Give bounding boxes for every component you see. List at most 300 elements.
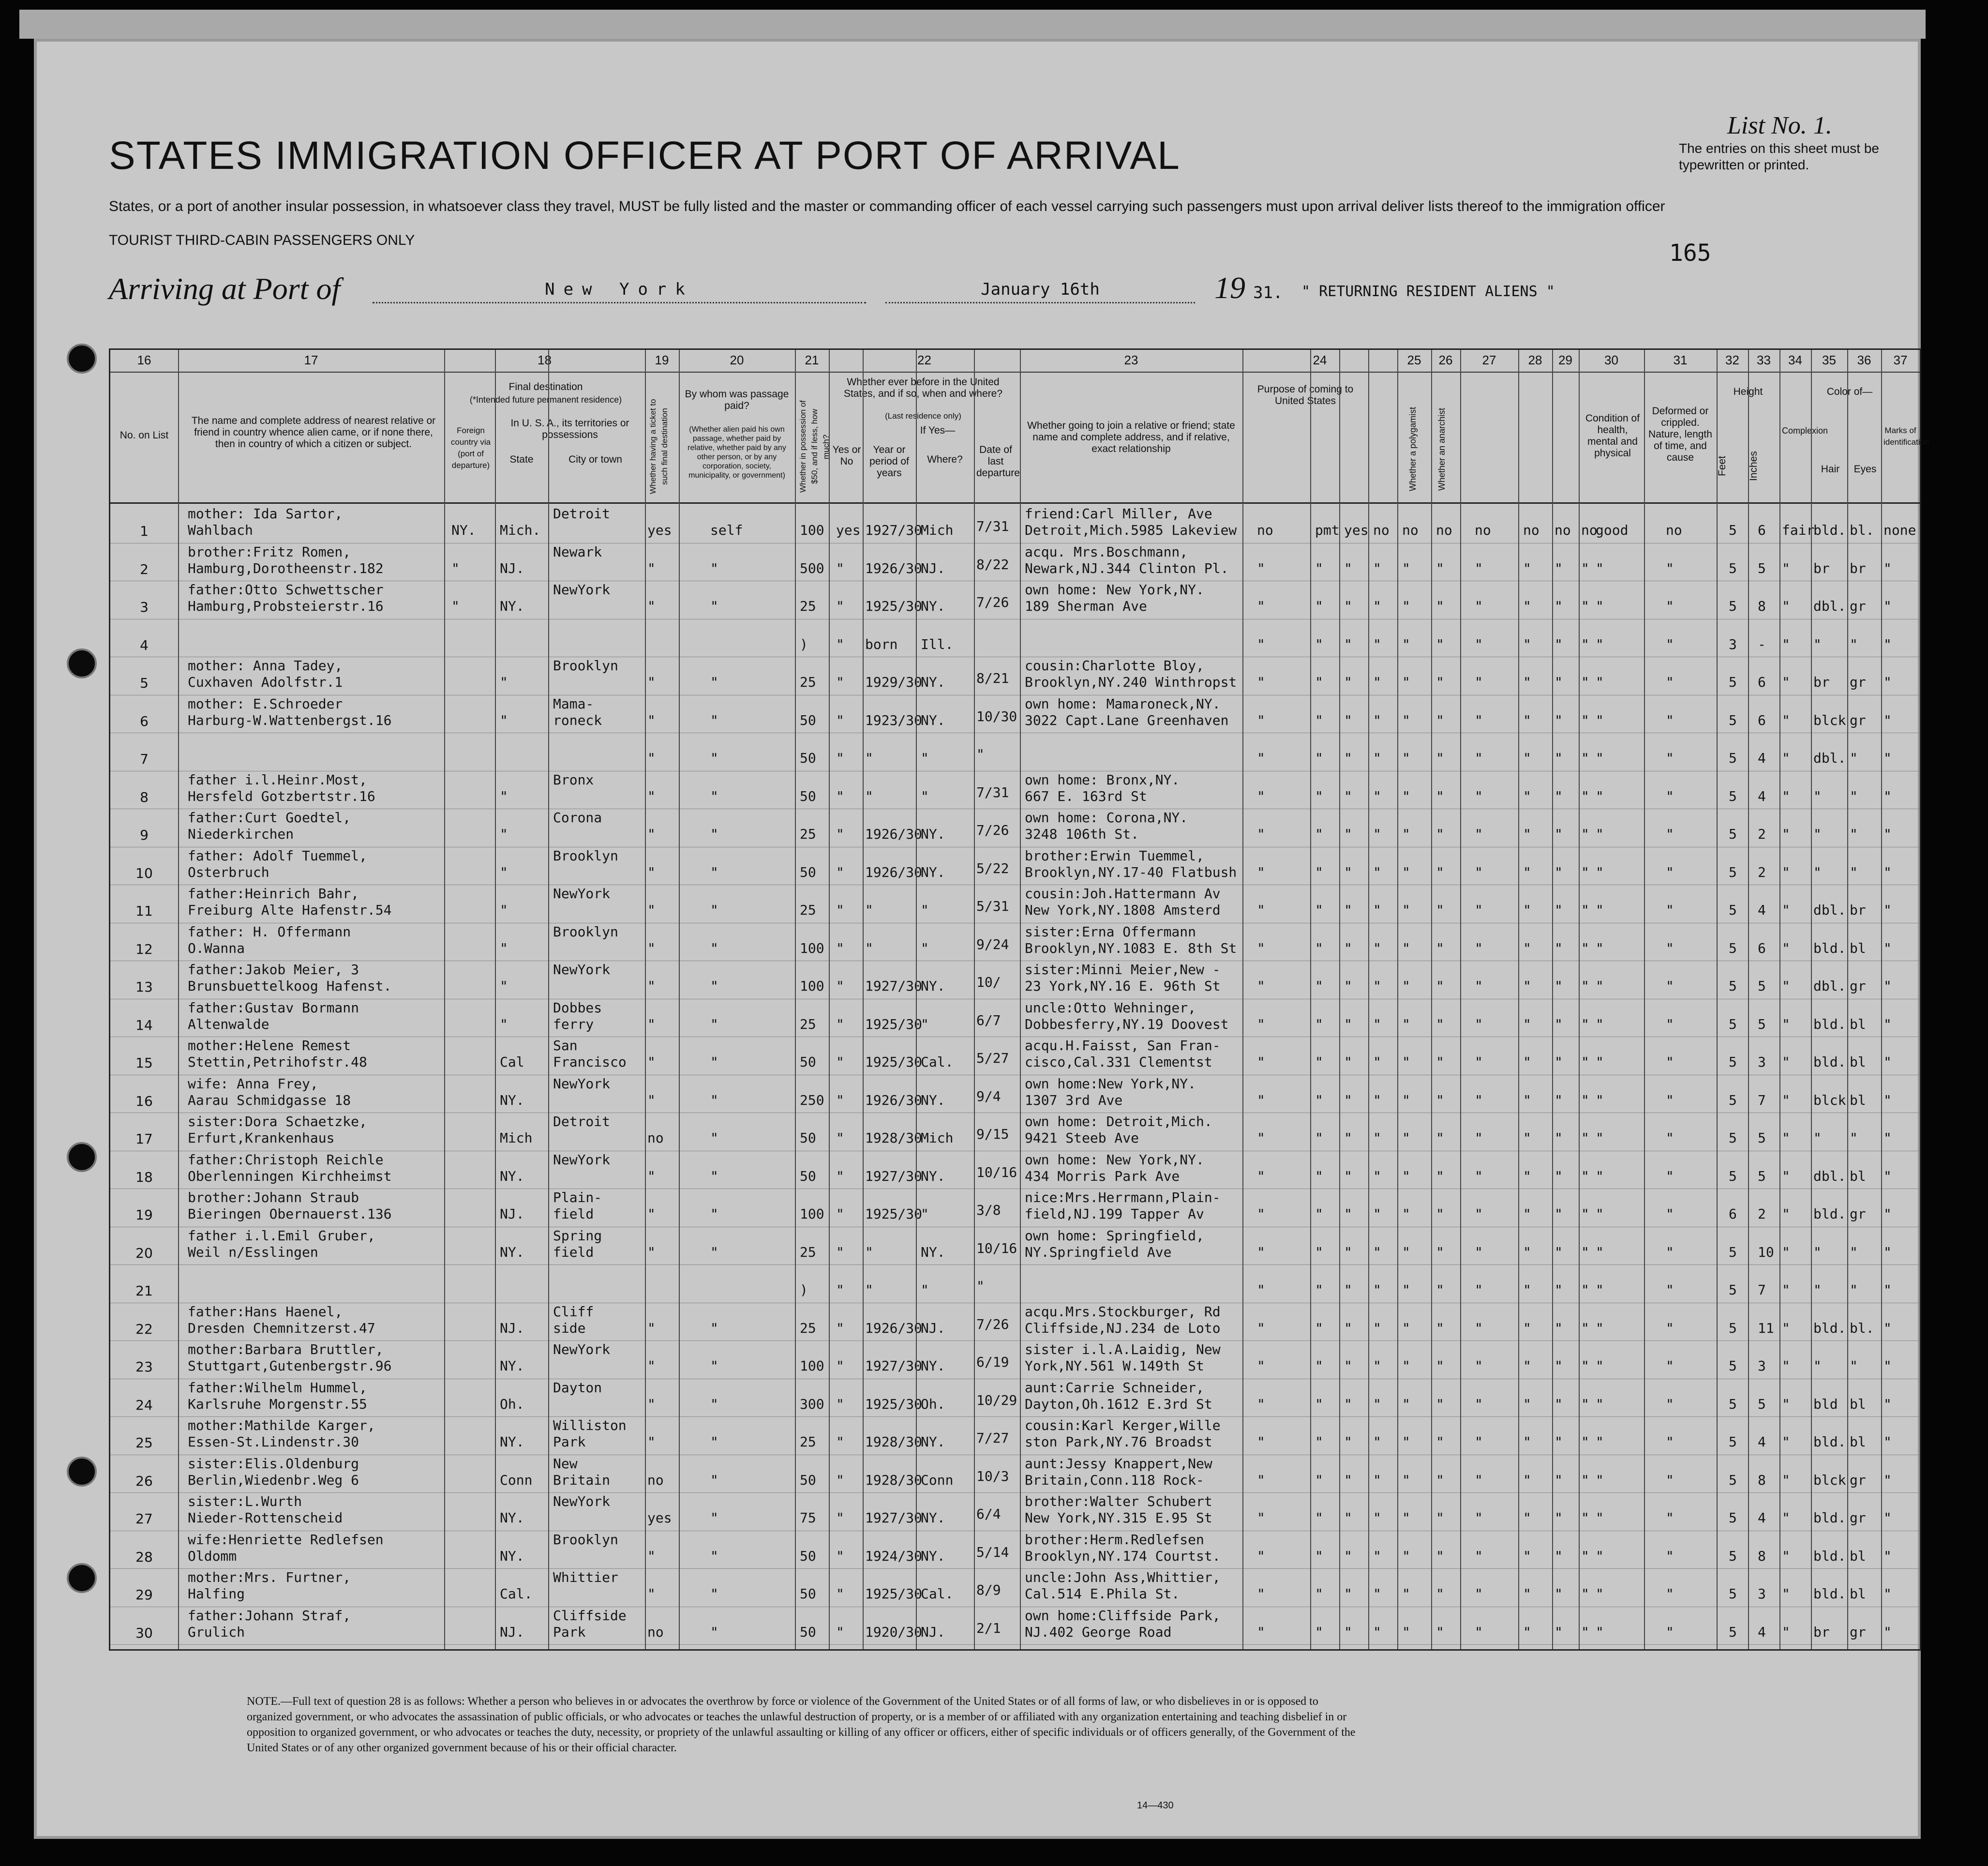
cell-deformed: " — [1666, 1168, 1674, 1184]
cell-col-25: " — [1373, 1054, 1381, 1070]
table-row — [110, 771, 1920, 810]
cell-complexion: " — [1782, 1130, 1790, 1146]
cell-hair-color: bld. — [1813, 522, 1846, 538]
cell-height-inches: 5 — [1758, 978, 1766, 994]
year-prefix: 19 — [1214, 271, 1245, 305]
cell-state: NY. — [500, 1510, 524, 1526]
cell-departure: 10/16 — [976, 1164, 1017, 1180]
cell-passage-paid: " — [710, 1206, 718, 1222]
column-divider — [1020, 350, 1021, 1649]
cell-yes-no: " — [836, 978, 844, 994]
cell-foreign-country: " — [451, 560, 460, 576]
column-divider — [829, 350, 830, 1649]
cell-city-line-1: Plain- — [553, 1189, 602, 1205]
cell-health: " — [1596, 598, 1604, 614]
cell-col-25: " — [1373, 1016, 1381, 1032]
cell-departure: 10/ — [976, 974, 1001, 990]
cell-where: NY. — [921, 712, 945, 728]
cell-yes-no: " — [836, 1206, 844, 1222]
column-divider — [1811, 350, 1812, 1649]
header-final-destination: Final destination — [508, 381, 583, 392]
cell-money: 25 — [800, 674, 816, 690]
cell-money: 25 — [800, 1244, 816, 1260]
cell-col-31: " — [1581, 1624, 1589, 1640]
cell-where: " — [921, 750, 929, 766]
cell-purpose-3: " — [1344, 750, 1352, 766]
cell-purpose-3: " — [1344, 788, 1352, 804]
header-hair: Hair — [1821, 464, 1840, 475]
cell-purpose-2: " — [1315, 1548, 1323, 1564]
cell-hair-color: dbl. — [1813, 598, 1846, 614]
column-divider — [1368, 350, 1369, 1649]
cell-purpose-2: " — [1315, 902, 1323, 918]
cell-passage-paid: " — [710, 902, 718, 918]
cell-city-line-2: Britain — [553, 1472, 611, 1488]
cell-hair-color: bld — [1813, 1396, 1838, 1412]
binder-hole — [67, 648, 97, 678]
cell-state: Cal — [500, 1054, 524, 1070]
cell-eye-color: bl — [1850, 1586, 1866, 1602]
column-divider — [1579, 350, 1580, 1649]
cell-yes-no: " — [836, 902, 844, 918]
cell-height-feet: 5 — [1729, 1320, 1737, 1336]
header-condition: Condition of health, mental and physical — [1585, 413, 1640, 459]
cell-eye-color: " — [1850, 636, 1858, 652]
cell-eye-color: " — [1850, 1282, 1858, 1298]
header-state: State — [509, 454, 534, 465]
cell-height-inches: 2 — [1758, 1206, 1766, 1222]
cell-col-31: " — [1581, 1358, 1589, 1374]
cell-city-line-1: NewYork — [553, 1341, 611, 1357]
cell-period: 1927/30 — [865, 522, 923, 538]
cell-health: " — [1596, 1510, 1604, 1526]
cell-height-feet: 5 — [1729, 1396, 1737, 1412]
cell-anarchist: " — [1436, 1092, 1444, 1108]
cell-passage-paid: " — [710, 1510, 718, 1526]
cell-period: 1927/30 — [865, 1358, 923, 1374]
cell-purpose-2: " — [1315, 560, 1323, 576]
cell-where: Conn — [921, 1472, 954, 1488]
cell-deformed: " — [1666, 560, 1674, 576]
cell-purpose-1: " — [1257, 1434, 1265, 1450]
cell-foreign-country: " — [451, 598, 460, 614]
cell-height-inches: 7 — [1758, 1282, 1766, 1298]
column-number: 31 — [1673, 353, 1688, 367]
cell-col-30: " — [1555, 940, 1563, 956]
cell-ticket: " — [647, 1168, 656, 1184]
cell-period: " — [865, 902, 873, 918]
cell-state: NY. — [500, 1168, 524, 1184]
cell-complexion: " — [1782, 1320, 1790, 1336]
cell-complexion: " — [1782, 1282, 1790, 1298]
cell-passage-paid: " — [710, 788, 718, 804]
cell-marks: " — [1883, 1016, 1892, 1032]
header-where: Where? — [927, 454, 963, 465]
cell-deformed: " — [1666, 1434, 1674, 1450]
cell-city-line-1: Brooklyn — [553, 1531, 618, 1548]
header-ticket: Whether having a ticket to such final destination — [648, 399, 669, 495]
column-divider — [1518, 350, 1519, 1649]
cell-eye-color: " — [1850, 1244, 1858, 1260]
cell-city-line-2: Park — [553, 1434, 586, 1450]
cell-deformed: " — [1666, 1472, 1674, 1488]
cell-eye-color: " — [1850, 864, 1858, 880]
cell-state: Mich. — [500, 522, 541, 538]
row-number: 5 — [140, 675, 149, 691]
cell-health: " — [1596, 1472, 1604, 1488]
cell-health: " — [1596, 674, 1604, 690]
cell-departure: 2/1 — [976, 1620, 1001, 1636]
cell-height-feet: 6 — [1729, 1206, 1737, 1222]
cell-marks: " — [1883, 826, 1892, 842]
cell-height-feet: 5 — [1729, 826, 1737, 842]
cell-passage-paid: " — [710, 1586, 718, 1602]
cell-height-inches: 5 — [1758, 560, 1766, 576]
cell-col-29: " — [1523, 1016, 1531, 1032]
cell-col-31: " — [1581, 1168, 1589, 1184]
cell-deformed: " — [1666, 1054, 1674, 1070]
cell-complexion: " — [1782, 1168, 1790, 1184]
cell-col-30: " — [1555, 1320, 1563, 1336]
cell-departure: 9/15 — [976, 1126, 1009, 1142]
cell-col-25: " — [1373, 1548, 1381, 1564]
cell-purpose-1: " — [1257, 560, 1265, 576]
cell-joining-line-2: 23 York,NY.16 E. 96th St — [1025, 978, 1221, 994]
cell-col-31: " — [1581, 560, 1589, 576]
cell-col-29: " — [1523, 902, 1531, 918]
cell-city-line-1: Whittier — [553, 1569, 618, 1585]
cell-yes-no: " — [836, 1320, 844, 1336]
cell-joining-line-1: own home:Cliffside Park, — [1025, 1607, 1221, 1624]
cell-city-line-1: Spring — [553, 1227, 602, 1244]
column-number: 26 — [1438, 353, 1453, 367]
cell-col-29: " — [1523, 750, 1531, 766]
cell-period: 1923/30 — [865, 712, 923, 728]
cell-relative-line-1: mother:Mrs. Furtner, — [188, 1569, 351, 1585]
cell-complexion: " — [1782, 902, 1790, 918]
cell-relative-line-1: father:Gustav Bormann — [188, 999, 359, 1016]
cell-marks: " — [1883, 674, 1892, 690]
cell-passage-paid: " — [710, 1624, 718, 1640]
cell-complexion: " — [1782, 1358, 1790, 1374]
cell-where: Mich — [921, 1130, 954, 1146]
cell-joining-line-1: aunt:Jessy Knappert,New — [1025, 1455, 1212, 1472]
cell-money: 50 — [800, 1054, 816, 1070]
cell-complexion: " — [1782, 1472, 1790, 1488]
cell-col-28: " — [1475, 598, 1483, 614]
cell-eye-color: gr — [1850, 1206, 1866, 1222]
cell-col-28: " — [1475, 1586, 1483, 1602]
cell-col-31: " — [1581, 1510, 1589, 1526]
cell-ticket: " — [647, 1320, 656, 1336]
cell-joining-line-2: Brooklyn,NY.240 Winthropst — [1025, 674, 1237, 690]
cell-period: " — [865, 750, 873, 766]
cell-height-inches: 6 — [1758, 940, 1766, 956]
table-row — [110, 885, 1920, 923]
cell-col-30: " — [1555, 560, 1563, 576]
cell-polygamist: " — [1402, 560, 1410, 576]
cell-where: NY. — [921, 978, 945, 994]
cell-ticket: no — [647, 1130, 664, 1146]
row-number: 26 — [135, 1473, 153, 1489]
cell-purpose-2: " — [1315, 598, 1323, 614]
header-last-residence: (Last residence only) — [885, 411, 961, 421]
cell-height-feet: 5 — [1729, 1016, 1737, 1032]
cell-relative-line-1: sister:Elis.Oldenburg — [188, 1455, 359, 1472]
cell-ticket: no — [647, 1624, 664, 1640]
cell-purpose-1: " — [1257, 1244, 1265, 1260]
cell-purpose-1: " — [1257, 864, 1265, 880]
table-row — [110, 1531, 1920, 1569]
cell-hair-color: blck — [1813, 712, 1846, 728]
cell-purpose-2: " — [1315, 940, 1323, 956]
cell-relative-line-1: brother:Johann Straub — [188, 1189, 359, 1205]
cell-eye-color: bl — [1850, 1434, 1866, 1450]
cell-where: " — [921, 1282, 929, 1298]
cell-relative-line-2: Hersfeld Gotzbertstr.16 — [188, 788, 375, 804]
cell-passage-paid: " — [710, 1396, 718, 1412]
cell-purpose-2: " — [1315, 674, 1323, 690]
cell-col-28: no — [1475, 522, 1491, 538]
cell-state: " — [500, 1016, 508, 1032]
cell-period: 1925/30 — [865, 1206, 923, 1222]
cell-anarchist: " — [1436, 1054, 1444, 1070]
cell-ticket: " — [647, 1244, 656, 1260]
cell-health: " — [1596, 1016, 1604, 1032]
cell-state: NY. — [500, 1244, 524, 1260]
cell-col-28: " — [1475, 674, 1483, 690]
cell-city-line-1: Dobbes — [553, 999, 602, 1016]
cell-anarchist: " — [1436, 1510, 1444, 1526]
cell-deformed: no — [1666, 522, 1682, 538]
cell-ticket: " — [647, 902, 656, 918]
cell-height-inches: 7 — [1758, 1092, 1766, 1108]
cell-col-31: " — [1581, 1586, 1589, 1602]
cell-period: born — [865, 636, 898, 652]
header-feet: Feet — [1717, 455, 1728, 477]
column-divider — [974, 350, 975, 1649]
cell-purpose-2: " — [1315, 978, 1323, 994]
column-divider — [1460, 350, 1461, 1649]
cell-city-line-1: San — [553, 1038, 578, 1053]
cell-col-30: " — [1555, 1396, 1563, 1412]
footer-note: NOTE.—Full text of question 28 is as follows: Whether a person who believes in or advocates the overthrow by force or violence of the Government of the United States or of all forms of law, or who disbelieves in or is opposed to organized government, or who advocates the assassination of public officials, or who advocates or teaches the unlawful destruction of property, or is a member of or affiliated with any organization entertaining and teaching disbelief in or opposition to organized government, or who advocates or teaches the duty, necessity, or propriety of the unlawful assaulting or killing of any officer or officers, either of specific individuals or of officers generally, of the Government of the United States or of any other organized government because of his or their official character. — [247, 1695, 1356, 1754]
cell-relative-line-2: Freiburg Alte Hafenstr.54 — [188, 902, 392, 918]
cell-col-25: " — [1373, 560, 1381, 576]
column-number: 21 — [805, 353, 819, 367]
table-row — [110, 847, 1920, 886]
cell-deformed: " — [1666, 940, 1674, 956]
cell-col-31: " — [1581, 978, 1589, 994]
cell-hair-color: bld. — [1813, 1586, 1846, 1602]
cell-yes-no: " — [836, 1510, 844, 1526]
cell-ticket: " — [647, 750, 656, 766]
form-number: 14—430 — [1137, 1800, 1174, 1811]
cell-col-25: " — [1373, 1396, 1381, 1412]
cell-purpose-2: " — [1315, 1054, 1323, 1070]
cell-joining-line-2: Dobbesferry,NY.19 Doovest — [1025, 1016, 1229, 1032]
cell-city-line-1: Detroit — [553, 1114, 611, 1129]
cell-departure: 10/3 — [976, 1468, 1009, 1484]
cell-departure: 6/19 — [976, 1354, 1009, 1370]
cell-departure: 8/22 — [976, 556, 1009, 572]
cell-joining-line-1: own home: Springfield, — [1025, 1227, 1204, 1244]
cell-money: ) — [800, 636, 808, 652]
cell-col-31: " — [1581, 674, 1589, 690]
table-row — [110, 1492, 1920, 1531]
cell-complexion: " — [1782, 560, 1790, 576]
cell-deformed: " — [1666, 902, 1674, 918]
cell-where: NY. — [921, 1168, 945, 1184]
row-number: 10 — [135, 865, 153, 881]
cell-relative-line-1: father:Wilhelm Hummel, — [188, 1379, 367, 1396]
cell-relative-line-1: wife: Anna Frey, — [188, 1075, 318, 1092]
cell-joining-line-1: acqu.Mrs.Stockburger, Rd — [1025, 1303, 1221, 1320]
cell-col-30: " — [1555, 864, 1563, 880]
cell-polygamist: no — [1402, 522, 1419, 538]
cell-col-25: " — [1373, 750, 1381, 766]
cell-period: 1925/30 — [865, 1586, 923, 1602]
cell-height-feet: 3 — [1729, 636, 1737, 652]
cell-passage-paid: " — [710, 1472, 718, 1488]
cell-height-inches: 6 — [1758, 712, 1766, 728]
cell-health: " — [1596, 1320, 1604, 1336]
table-row — [110, 1455, 1920, 1493]
cell-purpose-2: " — [1315, 1016, 1323, 1032]
column-divider — [1397, 350, 1398, 1649]
cell-health: " — [1596, 1206, 1604, 1222]
cell-state: NY. — [500, 1548, 524, 1564]
cell-marks: " — [1883, 1586, 1892, 1602]
cell-eye-color: bl. — [1850, 522, 1874, 538]
cell-purpose-1: " — [1257, 1206, 1265, 1222]
cell-eye-color: gr — [1850, 978, 1866, 994]
cell-height-feet: 5 — [1729, 864, 1737, 880]
cell-relative-line-2: Cuxhaven Adolfstr.1 — [188, 674, 343, 690]
column-divider — [1552, 350, 1553, 1649]
cell-money: 50 — [800, 1472, 816, 1488]
cell-ticket: " — [647, 1586, 656, 1602]
cell-city-line-1: NewYork — [553, 886, 611, 902]
cell-col-29: " — [1523, 1434, 1531, 1450]
cell-purpose-1: " — [1257, 674, 1265, 690]
column-number: 25 — [1407, 353, 1421, 367]
cell-yes-no: " — [836, 1054, 844, 1070]
cell-purpose-2: " — [1315, 864, 1323, 880]
cell-complexion: " — [1782, 598, 1790, 614]
column-number: 22 — [917, 353, 931, 367]
cell-deformed: " — [1666, 864, 1674, 880]
cell-anarchist: " — [1436, 1130, 1444, 1146]
cell-anarchist: " — [1436, 636, 1444, 652]
cell-relative-line-1: mother:Barbara Bruttler, — [188, 1341, 384, 1357]
cell-passage-paid: " — [710, 1168, 718, 1184]
cell-state: " — [500, 826, 508, 842]
cell-height-feet: 5 — [1729, 1510, 1737, 1526]
cell-where: NY. — [921, 864, 945, 880]
cell-city-line-1: NewYork — [553, 1151, 611, 1168]
cell-col-28: " — [1475, 636, 1483, 652]
cell-col-25: " — [1373, 1130, 1381, 1146]
table-row — [110, 1303, 1920, 1341]
cell-ticket: " — [647, 560, 656, 576]
cell-yes-no: " — [836, 674, 844, 690]
cell-relative-line-1: mother:Helene Remest — [188, 1038, 351, 1053]
cell-deformed: " — [1666, 750, 1674, 766]
cell-eye-color: bl — [1850, 1396, 1866, 1412]
cell-col-29: " — [1523, 1168, 1531, 1184]
cell-eye-color: " — [1850, 1358, 1858, 1374]
cell-col-28: " — [1475, 1206, 1483, 1222]
cell-relative-line-1: father:Hans Haenel, — [188, 1303, 343, 1320]
cell-col-29: " — [1523, 1586, 1531, 1602]
cell-complexion: " — [1782, 674, 1790, 690]
cell-health: " — [1596, 1054, 1604, 1070]
cell-height-inches: 3 — [1758, 1358, 1766, 1374]
cell-joining-line-2: cisco,Cal.331 Clementst — [1025, 1054, 1212, 1070]
cell-purpose-3: " — [1344, 1358, 1352, 1374]
cell-period: 1929/30 — [865, 674, 923, 690]
header-city: City or town — [568, 454, 622, 465]
cell-height-inches: 11 — [1758, 1320, 1774, 1336]
row-number: 22 — [135, 1321, 153, 1337]
cell-relative-line-2: Halfing — [188, 1586, 245, 1602]
column-number: 17 — [304, 353, 318, 367]
cell-eye-color: gr — [1850, 712, 1866, 728]
cell-height-inches: 5 — [1758, 1168, 1766, 1184]
cell-relative-line-2: Oberlenningen Kirchheimst — [188, 1168, 392, 1184]
cell-height-inches: 4 — [1758, 1624, 1766, 1640]
cell-eye-color: " — [1850, 750, 1858, 766]
cell-purpose-2: " — [1315, 1358, 1323, 1374]
column-number: 29 — [1558, 353, 1572, 367]
cell-col-25: " — [1373, 978, 1381, 994]
cell-yes-no: " — [836, 712, 844, 728]
cell-polygamist: " — [1402, 788, 1410, 804]
cell-height-inches: 2 — [1758, 864, 1766, 880]
cell-hair-color: " — [1813, 1244, 1822, 1260]
cell-state: NJ. — [500, 1320, 524, 1336]
cell-relative-line-1: sister:Dora Schaetzke, — [188, 1114, 367, 1129]
cell-col-28: " — [1475, 1168, 1483, 1184]
cell-deformed: " — [1666, 1358, 1674, 1374]
table-row — [110, 505, 1920, 543]
header-joining: Whether going to join a relative or friend; state name and complete address, and if relative, exact relationship — [1027, 420, 1235, 454]
column-divider — [444, 350, 445, 1649]
cell-departure: 6/4 — [976, 1506, 1001, 1522]
cell-money: 50 — [800, 788, 816, 804]
cell-col-30: " — [1555, 902, 1563, 918]
cell-col-31: " — [1581, 1130, 1589, 1146]
cell-eye-color: bl — [1850, 940, 1866, 956]
cell-anarchist: " — [1436, 1548, 1444, 1564]
cell-height-feet: 5 — [1729, 1472, 1737, 1488]
cell-polygamist: " — [1402, 1244, 1410, 1260]
cell-marks: " — [1883, 940, 1892, 956]
page-number: 165 — [1669, 240, 1711, 267]
column-divider — [1847, 350, 1848, 1649]
table-row — [110, 999, 1920, 1038]
header-money: Whether in possession of $50, and if less, how much? — [798, 400, 831, 493]
cell-departure: 7/26 — [976, 822, 1009, 838]
cell-period: 1928/30 — [865, 1434, 923, 1450]
cell-complexion: " — [1782, 750, 1790, 766]
row-number: 6 — [140, 713, 149, 729]
cell-col-28: " — [1475, 1472, 1483, 1488]
cell-purpose-3: " — [1344, 1130, 1352, 1146]
cell-complexion: " — [1782, 978, 1790, 994]
cell-polygamist: " — [1402, 1358, 1410, 1374]
